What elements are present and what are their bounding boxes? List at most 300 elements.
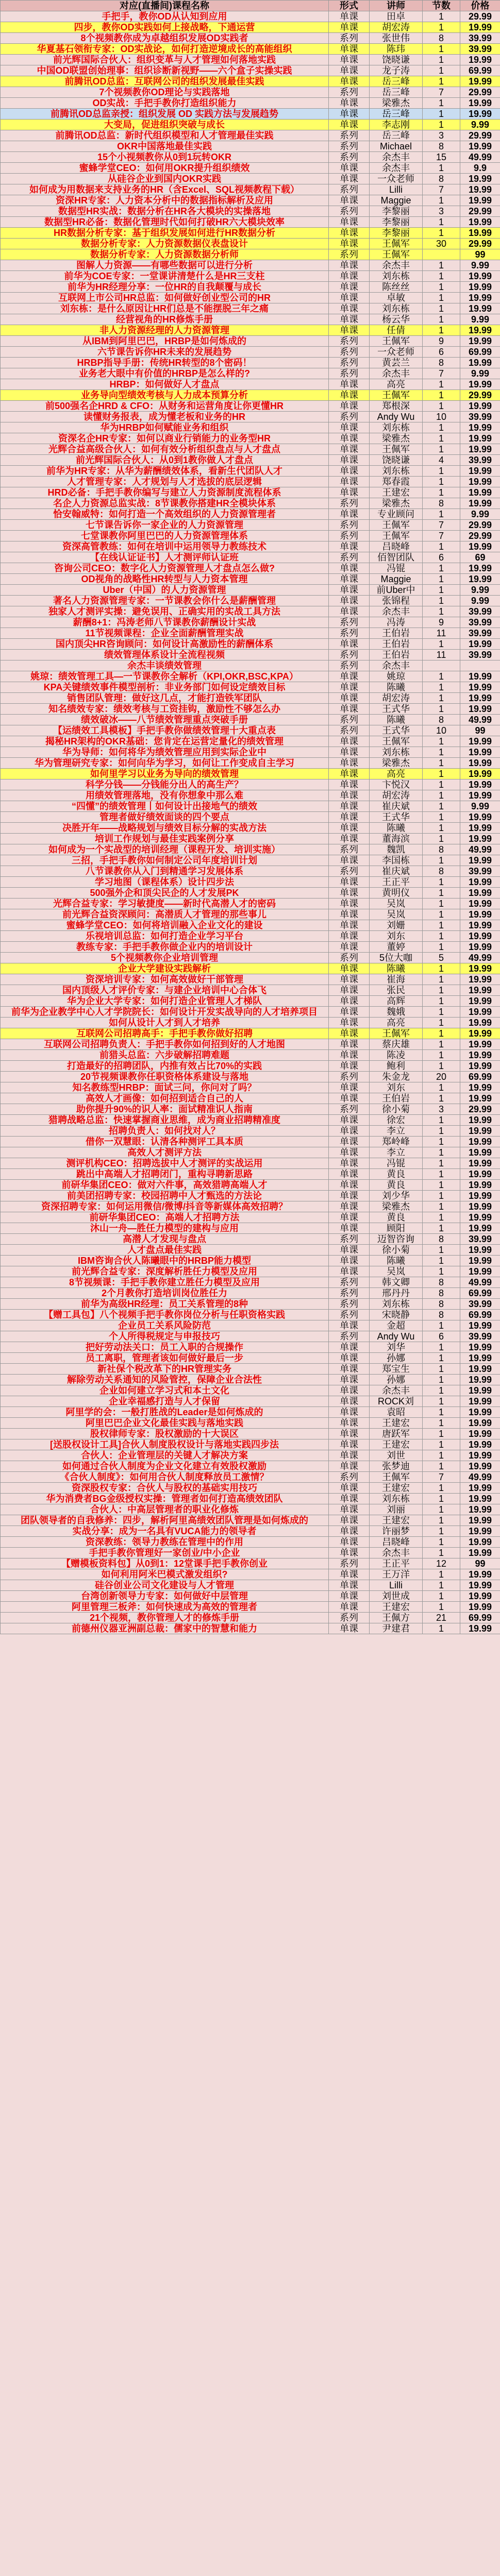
course-title-cell: 数据型HR实战：数据分析在HR各大模块的实操落地	[1, 206, 329, 217]
course-author-cell: 余杰丰	[370, 163, 423, 174]
course-count-cell: 3	[423, 130, 460, 141]
course-type-cell: 系列	[329, 1558, 370, 1569]
course-author-cell: 尹建君	[370, 1623, 423, 1634]
course-type-cell: 系列	[329, 1331, 370, 1342]
table-row	[1, 65, 500, 76]
course-count-cell: 1	[423, 379, 460, 390]
course-author-cell: 胡宏涛	[370, 693, 423, 704]
course-type-cell: 系列	[329, 1277, 370, 1288]
course-title-cell: 数据型HR必备：数据化管理时代如何打破HR六大模块效率	[1, 217, 329, 228]
course-author-cell: 梁雅杰	[370, 1201, 423, 1212]
course-price-cell: 29.99	[460, 130, 500, 141]
course-title-cell: 企业幸福感打造与人才保留	[1, 1396, 329, 1407]
course-type-cell: 单课	[329, 325, 370, 336]
course-author-cell: 王佩军	[370, 736, 423, 747]
table-row	[1, 574, 500, 585]
course-count-cell: 1	[423, 704, 460, 715]
course-title-cell: 资深培训专家：如何高效做好干部管理	[1, 974, 329, 985]
course-title-cell: 台湾创新领导力专家：如何做好中层管理	[1, 1591, 329, 1602]
course-author-cell: 王正平	[370, 877, 423, 888]
table-row	[1, 985, 500, 996]
table-row	[1, 1429, 500, 1439]
table-row	[1, 1266, 500, 1277]
course-type-cell: 单课	[329, 606, 370, 617]
course-count-cell: 1	[423, 790, 460, 801]
course-type-cell: 单课	[329, 444, 370, 455]
course-title-cell: 借你一双慧眼：认清各种测评工具本质	[1, 1137, 329, 1147]
course-type-cell: 单课	[329, 996, 370, 1007]
course-count-cell: 1	[423, 433, 460, 444]
course-count-cell: 1	[423, 1158, 460, 1169]
course-type-cell: 单课	[329, 899, 370, 909]
course-author-cell: 王建宏	[370, 1418, 423, 1429]
course-count-cell: 8	[423, 866, 460, 877]
course-title-cell: 20节视频课教你任职资格体系建设与落地	[1, 1072, 329, 1082]
course-price-cell: 19.99	[460, 899, 500, 909]
table-row	[1, 563, 500, 574]
course-count-cell: 1	[423, 1396, 460, 1407]
table-row	[1, 260, 500, 271]
course-count-cell: 1	[423, 931, 460, 942]
course-title-cell: 实战分享：成为一名具有VUCA能力的领导者	[1, 1526, 329, 1537]
course-title-cell: 大变局，促进组织突破与成长	[1, 120, 329, 130]
course-count-cell: 1	[423, 1028, 460, 1039]
table-row	[1, 541, 500, 552]
course-price-cell: 69.99	[460, 1310, 500, 1320]
course-title-cell: 光辉合益专家：学习敏捷度——新时代高潜人才的密码	[1, 899, 329, 909]
course-price-cell: 39.99	[460, 1299, 500, 1310]
table-row	[1, 249, 500, 260]
table-row	[1, 1137, 500, 1147]
course-author-cell: 梁雅杰	[370, 498, 423, 509]
course-type-cell: 单课	[329, 120, 370, 130]
course-type-cell: 系列	[329, 1299, 370, 1310]
course-type-cell: 系列	[329, 844, 370, 855]
course-title-cell: 新社保个税改革下的HR管理实务	[1, 1364, 329, 1375]
course-count-cell: 1	[423, 401, 460, 412]
course-type-cell: 单课	[329, 282, 370, 293]
course-count-cell: 3	[423, 1104, 460, 1115]
course-count-cell: 1	[423, 217, 460, 228]
course-count-cell: 30	[423, 239, 460, 249]
course-price-cell: 19.99	[460, 1439, 500, 1450]
course-type-cell: 单课	[329, 693, 370, 704]
course-price-cell: 19.99	[460, 1623, 500, 1634]
course-author-cell: 崔海	[370, 974, 423, 985]
course-author-cell: 余杰丰	[370, 368, 423, 379]
course-type-cell: 单课	[329, 1191, 370, 1201]
course-author-cell: 前Uber中	[370, 585, 423, 596]
course-price-cell: 19.99	[460, 563, 500, 574]
course-count-cell: 1	[423, 693, 460, 704]
course-type-cell: 单课	[329, 931, 370, 942]
course-price-cell: 19.99	[460, 1418, 500, 1429]
course-title-cell: 业务老大眼中有价值的HRBP是怎么样的?	[1, 368, 329, 379]
table-row	[1, 1093, 500, 1104]
course-author-cell: 刘华	[370, 1342, 423, 1353]
course-author-cell: 刘东栋	[370, 466, 423, 477]
course-count-cell: 1	[423, 1515, 460, 1526]
table-row	[1, 368, 500, 379]
course-price-cell: 19.99	[460, 109, 500, 120]
table-row	[1, 1439, 500, 1450]
course-author-cell: 梁雅杰	[370, 758, 423, 769]
course-author-cell: 饶晓谦	[370, 55, 423, 65]
course-title-cell: 阿里学的会：一般打胜战的Leader是如何炼成的	[1, 1407, 329, 1418]
course-title-cell: 员工离职，管理者该如何做好最后一步	[1, 1353, 329, 1364]
course-title-cell: 数据分析专家：人力资源数据分析师	[1, 249, 329, 260]
course-title-cell: 前光辉国际合伙人：从0到1教你做人才盘点	[1, 455, 329, 466]
course-price-cell: 19.99	[460, 433, 500, 444]
course-type-cell: 单课	[329, 433, 370, 444]
course-count-cell: 7	[423, 520, 460, 531]
table-row	[1, 509, 500, 520]
course-price-cell: 9.99	[460, 120, 500, 130]
course-title-cell: 前腾讯OD总监：互联网公司的组织发展最佳实践	[1, 76, 329, 87]
course-author-cell: 一众老师	[370, 174, 423, 184]
course-title-cell: 华夏基石领衔专家：OD实战论，如何打造逆境成长的高能组织	[1, 44, 329, 55]
course-count-cell: 1	[423, 509, 460, 520]
course-title-cell: 8节视频课：手把手教你建立胜任力模型及应用	[1, 1277, 329, 1288]
course-title-cell: 前华为高级HR经理：员工关系管理的8种	[1, 1299, 329, 1310]
course-count-cell: 1	[423, 899, 460, 909]
course-count-cell: 8	[423, 33, 460, 44]
table-row	[1, 736, 500, 747]
course-price-cell: 29.99	[460, 390, 500, 401]
course-count-cell: 1	[423, 195, 460, 206]
table-row	[1, 358, 500, 368]
course-price-cell: 69	[460, 552, 500, 563]
table-row	[1, 1364, 500, 1375]
course-title-cell: 8个视频教你成为卓越组织发展OD实践者	[1, 33, 329, 44]
course-type-cell: 单课	[329, 639, 370, 650]
course-title-cell: 学习地图（课程体系）设计四步法	[1, 877, 329, 888]
table-row	[1, 909, 500, 920]
course-type-cell: 系列	[329, 725, 370, 736]
course-type-cell: 单课	[329, 109, 370, 120]
course-price-cell: 29.99	[460, 11, 500, 22]
table-row	[1, 1245, 500, 1256]
course-author-cell: 田卓	[370, 11, 423, 22]
course-count-cell: 1	[423, 1245, 460, 1256]
course-type-cell: 单课	[329, 1266, 370, 1277]
course-count-cell: 1	[423, 1569, 460, 1580]
course-count-cell: 1	[423, 76, 460, 87]
table-row	[1, 76, 500, 87]
course-price-cell: 19.99	[460, 1018, 500, 1028]
course-author-cell: 陈玮	[370, 44, 423, 55]
course-price-cell: 19.99	[460, 1450, 500, 1461]
course-price-cell: 99	[460, 1558, 500, 1569]
course-price-cell: 19.99	[460, 1223, 500, 1234]
course-author-cell: 余杰丰	[370, 260, 423, 271]
course-author-cell: 王建宏	[370, 487, 423, 498]
course-author-cell: 魏娥	[370, 1007, 423, 1018]
course-title-cell: 余杰丰谈绩效管理	[1, 660, 329, 671]
course-price-cell: 19.99	[460, 1569, 500, 1580]
course-type-cell: 系列	[329, 249, 370, 260]
course-title-cell: 如何成为用数据来支持业务的HR（含Excel、SQL视频教程下载）	[1, 184, 329, 195]
course-type-cell: 单课	[329, 758, 370, 769]
course-type-cell: 系列	[329, 953, 370, 963]
course-title-cell: 前华为HR经理分享：一位HR的自我颠覆与成长	[1, 282, 329, 293]
course-author-cell: 吕晓峰	[370, 1537, 423, 1548]
course-price-cell: 29.99	[460, 239, 500, 249]
course-title-cell: 企业如何建立学习式和本土文化	[1, 1385, 329, 1396]
course-count-cell: 1	[423, 1483, 460, 1494]
table-row	[1, 455, 500, 466]
course-price-cell: 19.99	[460, 1353, 500, 1364]
course-price-cell: 19.99	[460, 1126, 500, 1137]
course-author-cell: 李志刚	[370, 120, 423, 130]
table-row	[1, 1115, 500, 1126]
table-row	[1, 866, 500, 877]
course-count-cell: 1	[423, 758, 460, 769]
course-type-cell: 单课	[329, 303, 370, 314]
course-title-cell: 从硅谷企业到国内OKR实践	[1, 174, 329, 184]
course-count-cell: 1	[423, 606, 460, 617]
course-title-cell: 助你提升90%的识人率：面试精准识人指南	[1, 1104, 329, 1115]
course-count-cell: 1	[423, 1212, 460, 1223]
course-author-cell: Lilli	[370, 1580, 423, 1591]
course-author-cell: 梁雅杰	[370, 433, 423, 444]
course-title-cell: 四步，教你OD实践如何上接战略，下通运营	[1, 22, 329, 33]
course-type-cell: 单课	[329, 1483, 370, 1494]
course-type-cell: 单课	[329, 65, 370, 76]
course-price-cell: 19.99	[460, 498, 500, 509]
course-price-cell: 29.99	[460, 520, 500, 531]
course-price-cell: 9.99	[460, 585, 500, 596]
course-author-cell: 邢丹丹	[370, 1288, 423, 1299]
course-price-cell: 19.99	[460, 1364, 500, 1375]
course-type-cell: 系列	[329, 552, 370, 563]
course-price-cell: 19.99	[460, 812, 500, 823]
course-author-cell: 王正平	[370, 1558, 423, 1569]
course-count-cell: 1	[423, 1623, 460, 1634]
table-row	[1, 606, 500, 617]
table-row	[1, 1342, 500, 1353]
course-count-cell: 8	[423, 1234, 460, 1245]
course-type-cell: 单课	[329, 909, 370, 920]
course-title-cell: 七节课告诉你一家企业的人力资源管理	[1, 520, 329, 531]
course-author-cell: 王建宏	[370, 1439, 423, 1450]
course-type-cell: 单课	[329, 455, 370, 466]
course-title-cell: 股权律师专家：股权激励的十大误区	[1, 1429, 329, 1439]
course-type-cell: 系列	[329, 184, 370, 195]
course-type-cell: 单课	[329, 1169, 370, 1180]
course-title-cell: 测评机构CEO：招聘选拔中人才测评的实战运用	[1, 1158, 329, 1169]
course-author-cell: 黄明仪	[370, 888, 423, 899]
course-price-cell	[460, 660, 500, 671]
course-type-cell: 单课	[329, 585, 370, 596]
course-author-cell: 郑宝生	[370, 1364, 423, 1375]
course-title-cell: 前华为COE专家：一堂课讲清楚什么是HR三支柱	[1, 271, 329, 282]
course-count-cell: 1	[423, 963, 460, 974]
course-type-cell: 单课	[329, 1147, 370, 1158]
course-title-cell: OD视角的战略性HR转型与人力资本管理	[1, 574, 329, 585]
course-count-cell: 7	[423, 368, 460, 379]
course-price-cell: 39.99	[460, 617, 500, 628]
course-type-cell: 系列	[329, 347, 370, 358]
course-author-cell: 王佩方	[370, 1613, 423, 1623]
table-row	[1, 1061, 500, 1072]
course-type-cell: 单课	[329, 487, 370, 498]
course-type-cell: 单课	[329, 55, 370, 65]
course-count-cell: 1	[423, 390, 460, 401]
course-price-cell: 19.99	[460, 1407, 500, 1418]
course-type-cell: 单课	[329, 477, 370, 487]
course-price-cell: 19.99	[460, 1504, 500, 1515]
course-title-cell: 跳出中高端人才招聘闭门，重构寻聘新思路	[1, 1169, 329, 1180]
table-row	[1, 715, 500, 725]
course-type-cell: 单课	[329, 1375, 370, 1385]
course-price-cell: 19.99	[460, 358, 500, 368]
table-header	[1, 1, 500, 11]
table-row	[1, 974, 500, 985]
course-price-cell: 9.9	[460, 163, 500, 174]
course-author-cell: 王伯岩	[370, 639, 423, 650]
course-author-cell: 李立	[370, 1147, 423, 1158]
course-author-cell: 吴岚	[370, 899, 423, 909]
course-title-cell: 决胜开年——战略规划与绩效目标分解的实战方法	[1, 823, 329, 834]
course-count-cell: 1	[423, 1093, 460, 1104]
course-author-cell: 袁昭	[370, 1407, 423, 1418]
course-type-cell: 单课	[329, 1201, 370, 1212]
course-title-cell: OKR中国落地最佳实践	[1, 141, 329, 152]
course-count-cell: 1	[423, 1007, 460, 1018]
course-price-cell: 19.99	[460, 985, 500, 996]
table-row	[1, 790, 500, 801]
course-author-cell: 王佩军	[370, 1472, 423, 1483]
course-author-cell: 佰智团队	[370, 552, 423, 563]
course-count-cell: 1	[423, 812, 460, 823]
course-count-cell: 1	[423, 1364, 460, 1375]
table-row	[1, 682, 500, 693]
table-row	[1, 725, 500, 736]
course-title-cell: 合伙人：企业管理层的关键人才解决方案	[1, 1450, 329, 1461]
course-price-cell: 49.99	[460, 1277, 500, 1288]
course-type-cell: 单课	[329, 790, 370, 801]
course-count-cell: 1	[423, 1461, 460, 1472]
course-count-cell: 20	[423, 1072, 460, 1082]
course-title-cell: 【赠模板资料包】从0到1：12堂课手把手教你创业	[1, 1558, 329, 1569]
course-price-cell: 19.99	[460, 303, 500, 314]
course-price-cell: 9.99	[460, 368, 500, 379]
course-price-cell: 99	[460, 725, 500, 736]
table-row	[1, 1569, 500, 1580]
course-type-cell: 系列	[329, 206, 370, 217]
table-row	[1, 834, 500, 844]
course-count-cell: 8	[423, 358, 460, 368]
course-title-cell: 前腾讯OD总监亲授：组织发展 OD 实践方法与发展趋势	[1, 109, 329, 120]
course-type-cell: 系列	[329, 1288, 370, 1299]
course-type-cell: 单课	[329, 1115, 370, 1126]
course-author-cell: 陈凌	[370, 1050, 423, 1061]
course-author-cell: Lilli	[370, 184, 423, 195]
course-author-cell: 刘东栋	[370, 1299, 423, 1310]
course-title-cell: 企业员工关系风险防范	[1, 1320, 329, 1331]
course-price-cell: 19.99	[460, 1169, 500, 1180]
table-row	[1, 628, 500, 639]
course-author-cell: 刘东	[370, 931, 423, 942]
table-row	[1, 293, 500, 303]
course-title-cell: 华为企业大学专家：如何打造企业管理人才梯队	[1, 996, 329, 1007]
course-price-cell: 19.99	[460, 996, 500, 1007]
table-row	[1, 33, 500, 44]
course-title-cell: 前德州仪器亚洲副总裁：儒家中的智慧和能力	[1, 1623, 329, 1634]
course-title-cell: 互联网公司招聘高手：手把手教你做好招聘	[1, 1028, 329, 1039]
course-title-cell: 前腾讯OD总监：新时代组织模型和人才管理最佳实践	[1, 130, 329, 141]
course-count-cell: 1	[423, 779, 460, 790]
course-title-cell: 资深教练：领导力教练在管理中的作用	[1, 1537, 329, 1548]
course-author-cell: 姚琼	[370, 671, 423, 682]
course-type-cell: 单课	[329, 293, 370, 303]
course-author-cell: 王佩军	[370, 1028, 423, 1039]
course-count-cell: 1	[423, 574, 460, 585]
course-type-cell: 单课	[329, 769, 370, 779]
course-type-cell: 系列	[329, 336, 370, 347]
course-author-cell: 金超	[370, 1320, 423, 1331]
course-title-cell: 前500强名企HRD & CFO：从财务和运营角度让你更懂HR	[1, 401, 329, 412]
course-type-cell: 单课	[329, 1602, 370, 1613]
table-row	[1, 1007, 500, 1018]
course-author-cell: 高亮	[370, 769, 423, 779]
course-title-cell: 资深招聘专家：如何运用微信/微博/抖音等新媒体高效招聘？	[1, 1201, 329, 1212]
course-title-cell: 绩效破冰——八节绩效管理重点突破手册	[1, 715, 329, 725]
course-author-cell: 余杰丰	[370, 606, 423, 617]
course-type-cell: 单课	[329, 509, 370, 520]
course-type-cell: 单课	[329, 877, 370, 888]
course-title-cell: 恰安翰威特：如何打造一个高效组织的人力资源管理者	[1, 509, 329, 520]
course-price-cell: 19.99	[460, 963, 500, 974]
course-type-cell: 系列	[329, 1072, 370, 1082]
course-title-cell: 《合伙人制度》：如何用合伙人制度释放员工激情？	[1, 1472, 329, 1483]
course-author-cell: 李国栋	[370, 855, 423, 866]
course-price-cell: 39.99	[460, 628, 500, 639]
table-row	[1, 1299, 500, 1310]
table-row	[1, 1169, 500, 1180]
course-count-cell: 1	[423, 1580, 460, 1591]
course-count-cell: 1	[423, 920, 460, 931]
course-count-cell: 1	[423, 1526, 460, 1537]
course-author-cell: 杨云华	[370, 314, 423, 325]
course-count-cell: 1	[423, 1602, 460, 1613]
course-price-cell: 19.99	[460, 671, 500, 682]
course-author-cell: Andy Wu	[370, 412, 423, 422]
course-title-cell: 薪酬8+1：冯涛老师八节课教你薪酬设计实战	[1, 617, 329, 628]
course-title-cell: 打造最好的招聘团队，内推有效占比70%的实践	[1, 1061, 329, 1072]
course-type-cell: 单课	[329, 1526, 370, 1537]
course-title-cell: 如何利用阿米巴模式激发组织?	[1, 1569, 329, 1580]
table-row	[1, 1396, 500, 1407]
course-title-cell: 5个视频教你企业培训管理	[1, 953, 329, 963]
course-count-cell: 8	[423, 174, 460, 184]
course-title-cell: 前光辉国际合伙人：组织变革与人才管理如何落地实践	[1, 55, 329, 65]
course-title-cell: 500强外企和顶尖民企的人才发展PK	[1, 888, 329, 899]
course-author-cell: 徐宏	[370, 1115, 423, 1126]
course-type-cell: 单课	[329, 1418, 370, 1429]
course-count-cell: 1	[423, 1353, 460, 1364]
table-row	[1, 704, 500, 715]
table-row	[1, 920, 500, 931]
course-price-cell: 19.99	[460, 1158, 500, 1169]
course-count-cell: 1	[423, 1385, 460, 1396]
course-type-cell: 系列	[329, 152, 370, 163]
course-price-cell: 49.99	[460, 953, 500, 963]
table-row	[1, 109, 500, 120]
course-author-cell: 迈智咨询	[370, 1234, 423, 1245]
table-row	[1, 174, 500, 184]
